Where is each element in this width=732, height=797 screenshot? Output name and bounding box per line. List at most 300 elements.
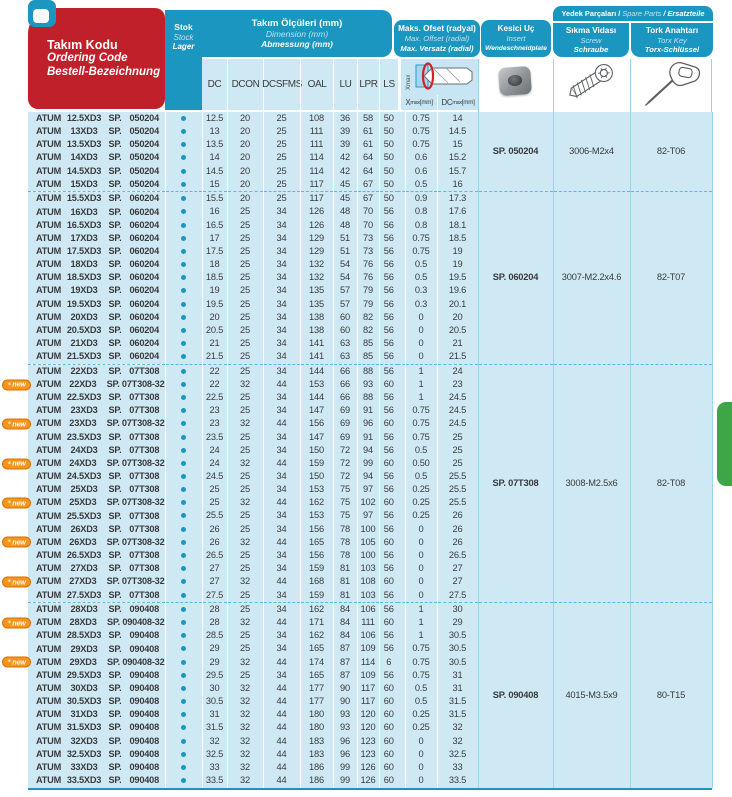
stock-dot-icon xyxy=(181,223,186,228)
stock-cell xyxy=(165,483,202,496)
column-gap xyxy=(398,219,405,232)
column-header-oal: OAL xyxy=(300,59,333,110)
dcon-cell: 32 xyxy=(227,417,263,430)
ls-cell: 50 xyxy=(379,192,398,206)
tool-brand: ATUM xyxy=(36,285,62,296)
xmax-cell: 0.5 xyxy=(405,470,437,483)
lu-cell: 93 xyxy=(333,722,357,735)
tool-insert-code: 050204 xyxy=(129,126,159,137)
tool-code xyxy=(28,525,165,534)
ls-cell: 60 xyxy=(379,378,398,391)
dcsfms-cell: 34 xyxy=(263,206,300,219)
ls-cell: 50 xyxy=(379,125,398,138)
lpr-cell: 91 xyxy=(357,431,379,444)
dc-cell: 19 xyxy=(202,284,227,297)
tool-size: 17XD3 xyxy=(70,232,98,243)
tool-sp: SP. xyxy=(108,761,122,772)
stock-dot-icon xyxy=(181,249,186,254)
tool-brand: ATUM xyxy=(36,431,62,442)
oal-cell: 117 xyxy=(300,192,333,206)
dcsfms-cell: 34 xyxy=(263,324,300,337)
oal-cell: 165 xyxy=(300,643,333,656)
tool-size: 31.5XD3 xyxy=(66,722,102,733)
dcmax-cell: 25.5 xyxy=(437,496,478,509)
dcon-cell: 25 xyxy=(227,232,263,245)
lu-cell: 72 xyxy=(333,470,357,483)
dc-cell: 28 xyxy=(202,602,227,616)
tool-brand: ATUM xyxy=(36,165,62,176)
tool-brand: ATUM xyxy=(36,683,62,693)
stock-cell xyxy=(165,165,202,178)
dc-cell: 29.5 xyxy=(202,669,227,682)
tool-sp: SP. xyxy=(108,232,122,243)
dcon-cell: 25 xyxy=(227,589,263,603)
dc-cell: 26 xyxy=(202,523,227,536)
dcon-cell: 25 xyxy=(227,562,263,575)
dcsfms-cell: 34 xyxy=(263,232,300,245)
dc-cell: 23.5 xyxy=(202,431,227,444)
column-gap xyxy=(398,722,405,735)
xmax-cell: 0.6 xyxy=(405,151,437,164)
ls-cell: 50 xyxy=(379,178,398,192)
ls-cell: 60 xyxy=(379,457,398,470)
lu-cell: 36 xyxy=(333,112,357,125)
column-gap xyxy=(398,774,405,788)
lu-cell: 60 xyxy=(333,324,357,337)
xmax-cell: 0.75 xyxy=(405,138,437,151)
tool-brand: ATUM xyxy=(36,259,62,270)
tool-code xyxy=(28,313,165,322)
tool-insert-code: 060204 xyxy=(129,259,159,270)
section-tab xyxy=(717,402,732,486)
dcsfms-cell: 34 xyxy=(263,364,300,378)
lpr-cell: 58 xyxy=(357,112,379,125)
spare-parts-de: / Ersatzteile xyxy=(661,9,705,18)
stock-dot-icon xyxy=(181,395,186,400)
xmax-cell: 0.5 xyxy=(405,258,437,271)
tool-brand: ATUM xyxy=(36,589,62,600)
dcon-cell: 25 xyxy=(227,629,263,642)
dcon-cell: 25 xyxy=(227,350,263,364)
tool-brand: ATUM xyxy=(36,418,62,429)
max-offset-de: Max. Versatz (radial) xyxy=(400,43,474,53)
oal-cell: 168 xyxy=(300,575,333,588)
oal-cell: 174 xyxy=(300,656,333,669)
stock-dot-icon xyxy=(181,699,186,704)
column-gap xyxy=(398,284,405,297)
tool-sp: SP. xyxy=(108,444,122,455)
tool-code xyxy=(28,658,165,667)
tool-size: 33.5XD3 xyxy=(66,775,102,786)
stock-cell xyxy=(165,284,202,297)
tool-size: 26XD3 xyxy=(70,523,98,534)
column-header-dcon: DCON xyxy=(227,59,263,110)
stock-dot-icon xyxy=(181,236,186,241)
ls-cell: 56 xyxy=(379,258,398,271)
tool-size: 23.5XD3 xyxy=(66,431,102,442)
xmax-cell: 0.75 xyxy=(405,245,437,258)
lpr-cell: 100 xyxy=(357,523,379,536)
ls-cell: 50 xyxy=(379,138,398,151)
dcon-cell: 32 xyxy=(227,682,263,695)
tool-brand: ATUM xyxy=(36,232,62,243)
column-gap xyxy=(398,245,405,258)
column-gap xyxy=(398,404,405,417)
xmax-cell: 0.75 xyxy=(405,669,437,682)
stock-dot-icon xyxy=(181,474,186,479)
dc-cell: 17 xyxy=(202,232,227,245)
oal-cell: 132 xyxy=(300,258,333,271)
stock-cell xyxy=(165,324,202,337)
tool-brand: ATUM xyxy=(36,497,62,508)
dcmax-subscript: max xyxy=(452,99,462,106)
torx-code-cell: 80-T15 xyxy=(630,602,712,788)
xmax-cell: 1 xyxy=(405,378,437,391)
star-icon: ✶ xyxy=(7,538,12,545)
ls-cell: 56 xyxy=(379,337,398,350)
torx-code-cell: 82-T07 xyxy=(630,192,712,364)
dc-cell: 22 xyxy=(202,364,227,378)
oal-cell: 111 xyxy=(300,125,333,138)
stock-dot-icon xyxy=(181,435,186,440)
stock-dot-icon xyxy=(181,288,186,293)
dcmax-cell: 30.5 xyxy=(437,629,478,642)
new-badge xyxy=(2,657,31,668)
tool-code-cell xyxy=(28,722,165,735)
tool-insert-code: 090408-32 xyxy=(122,617,165,628)
stock-cell xyxy=(165,549,202,562)
oal-cell: 180 xyxy=(300,708,333,721)
tool-brand: ATUM xyxy=(36,576,62,587)
stock-dot-icon xyxy=(181,382,186,387)
tool-insert-code: 07T308-32 xyxy=(121,497,165,508)
tool-sp: SP. xyxy=(108,311,122,322)
dc-cell: 23 xyxy=(202,404,227,417)
tool-brand: ATUM xyxy=(36,405,62,416)
tool-insert-code: 090408 xyxy=(129,761,159,772)
max-offset-en: Max. Offset (radial) xyxy=(404,34,470,44)
oal-cell: 177 xyxy=(300,682,333,695)
ls-cell: 50 xyxy=(379,151,398,164)
tool-sp: SP. xyxy=(108,178,122,189)
dc-cell: 21.5 xyxy=(202,350,227,364)
stock-cell xyxy=(165,219,202,232)
tool-insert-code: 060204 xyxy=(129,338,159,349)
tool-insert-code: 060204 xyxy=(129,193,159,204)
tool-insert-code: 07T308-32 xyxy=(121,457,165,468)
tool-size: 23XD3 xyxy=(70,405,98,416)
tool-code-title-en: Ordering Code xyxy=(47,52,128,64)
dc-cell: 24.5 xyxy=(202,470,227,483)
dcmax-cell: 15.2 xyxy=(437,151,478,164)
dcsfms-cell: 44 xyxy=(263,656,300,669)
lpr-cell: 88 xyxy=(357,391,379,404)
ls-cell: 56 xyxy=(379,350,398,364)
tool-sp: SP. xyxy=(108,193,122,204)
column-gap xyxy=(398,643,405,656)
tool-code-cell xyxy=(28,364,165,378)
tool-code xyxy=(28,723,165,732)
lpr-cell: 97 xyxy=(357,510,379,523)
dc-cell: 29 xyxy=(202,643,227,656)
lpr-cell: 70 xyxy=(357,219,379,232)
dcmax-cell: 25 xyxy=(437,444,478,457)
stock-dot-icon xyxy=(181,196,186,201)
dcon-cell: 32 xyxy=(227,735,263,748)
lu-cell: 57 xyxy=(333,298,357,311)
dcmax-cell: 30 xyxy=(437,602,478,616)
lu-cell: 51 xyxy=(333,245,357,258)
stock-column-header xyxy=(165,10,202,110)
stock-cell xyxy=(165,271,202,284)
screw-code-cell: 4015-M3.5x9 xyxy=(553,602,630,788)
oal-cell: 135 xyxy=(300,298,333,311)
stock-dot-icon xyxy=(181,262,186,267)
dcmax-cell: 26 xyxy=(437,523,478,536)
lu-cell: 63 xyxy=(333,350,357,364)
ls-cell: 56 xyxy=(379,470,398,483)
lpr-cell: 64 xyxy=(357,151,379,164)
lpr-cell: 126 xyxy=(357,774,379,788)
dc-cell: 17.5 xyxy=(202,245,227,258)
tool-code xyxy=(28,776,165,785)
tool-code xyxy=(28,234,165,243)
dcmax-cell: 31 xyxy=(437,669,478,682)
xmax-cell: 0.75 xyxy=(405,112,437,125)
tool-code-cell xyxy=(28,470,165,483)
dcmax-cell: 33 xyxy=(437,761,478,774)
dc-cell: 20 xyxy=(202,311,227,324)
tool-code xyxy=(28,763,165,772)
dcsfms-cell: 25 xyxy=(263,192,300,206)
dcmax-cell: 26.5 xyxy=(437,549,478,562)
oal-cell: 114 xyxy=(300,151,333,164)
new-badge-label: new xyxy=(12,419,26,429)
new-badge xyxy=(2,419,31,430)
column-header-lpr: LPR xyxy=(357,59,379,110)
tool-size: 19.5XD3 xyxy=(66,298,102,309)
tool-code-cell xyxy=(28,125,165,138)
tool-code xyxy=(28,671,165,680)
dcmax-cell: 23 xyxy=(437,378,478,391)
oal-cell: 156 xyxy=(300,523,333,536)
dcsfms-cell: 34 xyxy=(263,562,300,575)
dc-cell: 24 xyxy=(202,457,227,470)
tool-sp: SP. xyxy=(108,405,122,416)
tool-size: 32.5XD3 xyxy=(66,748,102,759)
lu-cell: 81 xyxy=(333,575,357,588)
lpr-cell: 82 xyxy=(357,324,379,337)
dcmax-cell: 30.5 xyxy=(437,656,478,669)
tool-sp: SP. xyxy=(108,259,122,270)
star-icon: ✶ xyxy=(7,381,12,388)
column-gap xyxy=(398,364,405,378)
tool-sp: SP. xyxy=(108,392,122,403)
column-gap xyxy=(398,656,405,669)
tool-size: 27XD3 xyxy=(70,563,98,574)
dc-cell: 28 xyxy=(202,616,227,629)
ls-cell: 56 xyxy=(379,311,398,324)
new-badge xyxy=(2,497,31,508)
dc-cell: 19.5 xyxy=(202,298,227,311)
dc-cell: 15.5 xyxy=(202,192,227,206)
xmax-unit: [mm] xyxy=(419,99,433,106)
bottom-rule xyxy=(28,788,712,790)
ls-cell: 56 xyxy=(379,298,398,311)
oal-cell: 162 xyxy=(300,602,333,616)
ls-cell: 56 xyxy=(379,271,398,284)
lpr-cell: 120 xyxy=(357,722,379,735)
lu-cell: 84 xyxy=(333,629,357,642)
stock-cell xyxy=(165,138,202,151)
new-badge-label: new xyxy=(12,498,26,508)
tool-size: 15XD3 xyxy=(70,178,98,189)
stock-dot-icon xyxy=(181,315,186,320)
tool-size: 27XD3 xyxy=(69,576,97,587)
column-gap xyxy=(398,232,405,245)
tool-insert-code: 050204 xyxy=(129,165,159,176)
column-gap xyxy=(398,271,405,284)
star-icon: ✶ xyxy=(7,499,12,506)
dcsfms-cell: 44 xyxy=(263,735,300,748)
dcon-cell: 25 xyxy=(227,643,263,656)
dcsfms-cell: 34 xyxy=(263,470,300,483)
dcon-cell: 25 xyxy=(227,404,263,417)
offset-labels-row xyxy=(401,95,478,110)
column-gap xyxy=(398,178,405,192)
tool-sp: SP. xyxy=(108,338,122,349)
column-gap xyxy=(398,151,405,164)
xmax-cell: 0.5 xyxy=(405,682,437,695)
xmax-cell: 0.25 xyxy=(405,483,437,496)
star-icon: ✶ xyxy=(7,619,12,626)
dc-cell: 12.5 xyxy=(202,112,227,125)
tool-code-cell xyxy=(7,417,165,430)
xmax-cell: 0 xyxy=(405,748,437,761)
lpr-cell: 123 xyxy=(357,735,379,748)
tool-code xyxy=(28,551,165,560)
lu-cell: 57 xyxy=(333,284,357,297)
dc-cell: 31.5 xyxy=(202,722,227,735)
tool-brand: ATUM xyxy=(36,735,62,746)
tool-code-cell xyxy=(28,192,165,206)
tool-code-cell xyxy=(28,245,165,258)
tool-code-cell xyxy=(7,616,165,629)
tool-size: 22.5XD3 xyxy=(66,392,102,403)
tool-sp: SP. xyxy=(108,550,122,560)
star-icon: ✶ xyxy=(7,578,12,585)
tool-brand: ATUM xyxy=(36,311,62,322)
new-badge xyxy=(2,379,31,390)
dcon-cell: 32 xyxy=(227,708,263,721)
oal-cell: 186 xyxy=(300,761,333,774)
ls-cell: 60 xyxy=(379,708,398,721)
tool-code-cell xyxy=(28,324,165,337)
tool-brand: ATUM xyxy=(36,471,62,482)
tool-code-cell xyxy=(28,151,165,164)
tool-brand: ATUM xyxy=(36,748,62,759)
dcon-cell: 32 xyxy=(227,496,263,509)
tool-brand: ATUM xyxy=(36,351,62,362)
stock-cell xyxy=(165,378,202,391)
tool-brand: ATUM xyxy=(36,709,62,720)
column-divider xyxy=(478,59,479,112)
oal-cell: 165 xyxy=(300,669,333,682)
lpr-cell: 88 xyxy=(357,364,379,378)
dimensions-title-tr: Takım Ölçüleri (mm) xyxy=(251,17,343,29)
tool-code-cell xyxy=(7,378,165,391)
column-gap xyxy=(398,138,405,151)
lu-cell: 87 xyxy=(333,656,357,669)
dcsfms-cell: 34 xyxy=(263,549,300,562)
tool-code-title-de: Bestell-Bezeichnung xyxy=(47,65,161,78)
lu-cell: 69 xyxy=(333,404,357,417)
dcmax-cell: 26 xyxy=(437,510,478,523)
tool-insert-code: 090408-32 xyxy=(122,656,165,667)
lpr-cell: 105 xyxy=(357,536,379,549)
tool-insert-code: 060204 xyxy=(129,285,159,296)
tool-brand: ATUM xyxy=(36,761,62,772)
table-row xyxy=(28,192,712,206)
dcsfms-cell: 34 xyxy=(263,284,300,297)
oal-cell: 159 xyxy=(300,457,333,470)
tool-code xyxy=(28,459,165,468)
dcsfms-cell: 44 xyxy=(263,708,300,721)
column-divider xyxy=(553,59,554,112)
tool-size: 25.5XD3 xyxy=(66,510,102,521)
dcsfms-cell: 34 xyxy=(263,219,300,232)
lu-cell: 90 xyxy=(333,695,357,708)
tool-sp: SP. xyxy=(107,656,121,667)
dcsfms-cell: 25 xyxy=(263,151,300,164)
dcsfms-cell: 34 xyxy=(263,510,300,523)
dcsfms-cell: 34 xyxy=(263,258,300,271)
lpr-cell: 106 xyxy=(357,629,379,642)
oal-cell: 138 xyxy=(300,324,333,337)
spare-parts-tr: Yedek Parçaları / xyxy=(561,9,623,18)
dcon-cell: 25 xyxy=(227,549,263,562)
dcon-cell: 32 xyxy=(227,722,263,735)
stock-dot-icon xyxy=(181,660,186,665)
tool-code-cell xyxy=(7,496,165,509)
tool-sp: SP. xyxy=(108,219,122,230)
lu-cell: 96 xyxy=(333,735,357,748)
tool-insert-code: 050204 xyxy=(129,178,159,189)
bookmark-icon xyxy=(28,0,56,27)
oal-cell: 144 xyxy=(300,391,333,404)
ls-cell: 56 xyxy=(379,562,398,575)
stock-cell xyxy=(165,669,202,682)
column-divider xyxy=(630,59,631,112)
dc-cell: 16 xyxy=(202,206,227,219)
column-gap xyxy=(398,695,405,708)
lpr-cell: 97 xyxy=(357,483,379,496)
screw-en: Screw xyxy=(580,35,602,45)
column-gap xyxy=(398,562,405,575)
lpr-cell: 102 xyxy=(357,496,379,509)
tool-brand: ATUM xyxy=(36,206,62,217)
new-badge xyxy=(2,576,31,587)
tool-code-cell xyxy=(28,510,165,523)
stock-cell xyxy=(165,417,202,430)
tool-code xyxy=(28,618,165,627)
tool-sp: SP. xyxy=(106,536,120,547)
tool-code xyxy=(28,180,165,189)
lu-cell: 39 xyxy=(333,125,357,138)
lu-cell: 75 xyxy=(333,510,357,523)
dimension-subheader xyxy=(202,59,398,110)
oal-cell: 153 xyxy=(300,510,333,523)
